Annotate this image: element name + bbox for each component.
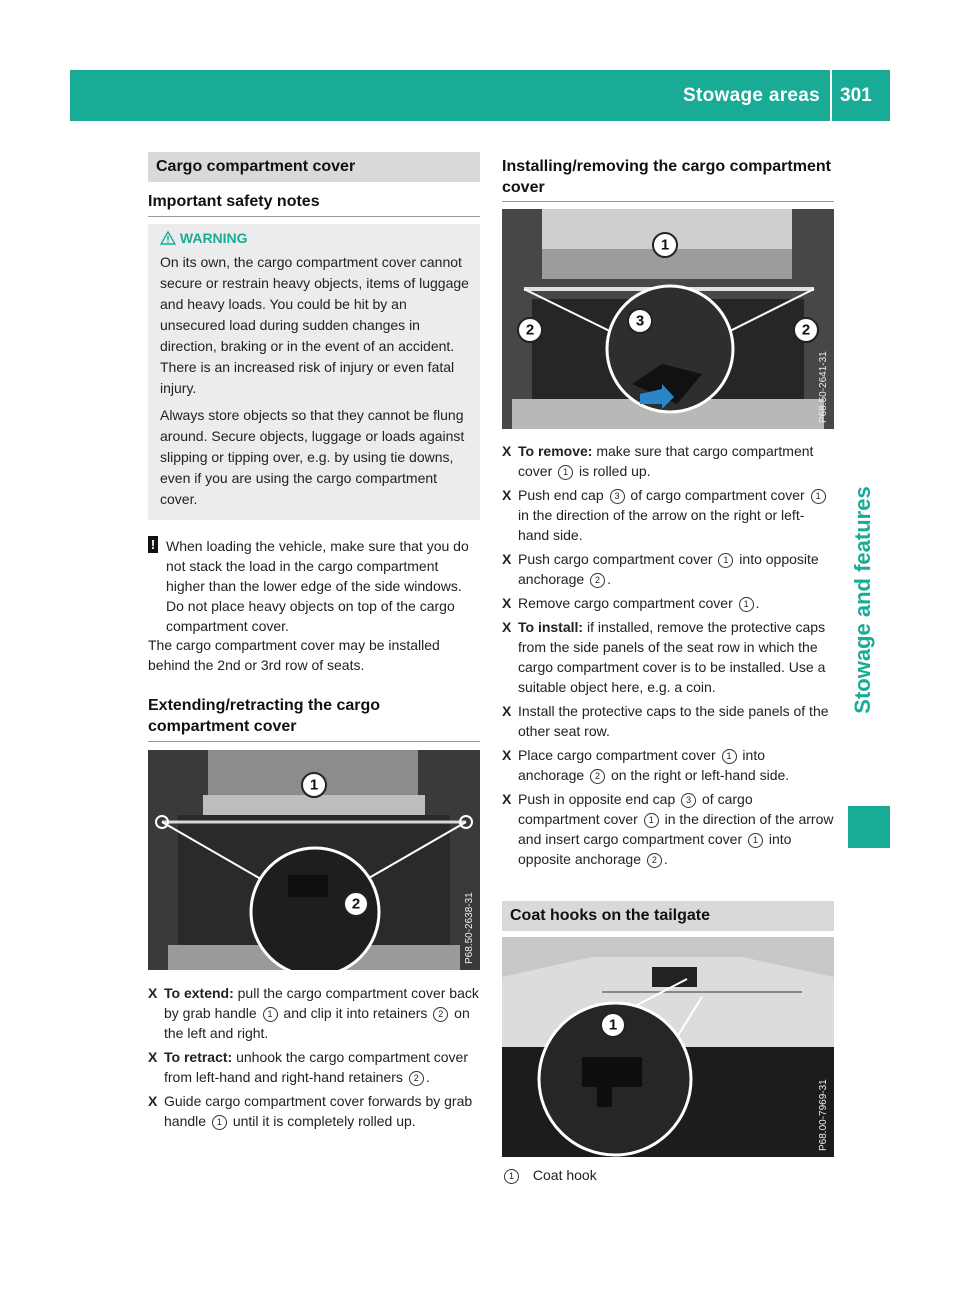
- callout-3-label: 3: [635, 312, 645, 330]
- notice-icon: !: [148, 536, 158, 553]
- list-item: X Push in opposite end cap 3 of cargo compartment cover 1 in the direction of the arrow and insert cargo compartment cover 1 into opposite anchorage 2 .: [502, 791, 834, 867]
- page-number: 301: [840, 85, 872, 106]
- side-tab-marker: [848, 806, 890, 848]
- figure-code: P68.50-2641-31: [818, 351, 829, 423]
- divider: [148, 216, 480, 217]
- extend-heading: Extending/retracting the cargo compartment cover: [148, 697, 381, 735]
- header-divider: [830, 70, 832, 121]
- install-steps: [502, 441, 834, 873]
- header-title: Stowage areas: [683, 85, 820, 106]
- list-item: X Install the protective caps to the side panels of the other seat row.: [502, 703, 829, 739]
- list-item: X Push cargo compartment cover 1 into opposite anchorage 2 .: [502, 551, 819, 587]
- side-tab-label: Stowage and features: [850, 486, 875, 714]
- install-heading: Installing/removing the cargo compartment cover: [502, 158, 831, 196]
- warning-para-1: On its own, the cargo compartment cover cannot secure or restrain heavy objects, items of luggage and heavy loads. You could be hit by an unsecured load during sudden changes in direction, braking or in the event of an accident. There is an increased risk of injury or even fatal injury.: [160, 254, 469, 396]
- figure-code: P68.50-2638-31: [464, 892, 475, 964]
- callout-1-label: 1: [608, 1016, 618, 1034]
- legend-number: 1: [504, 1169, 519, 1184]
- install-note: The cargo compartment cover may be installed behind the 2nd or 3rd row of seats.: [148, 637, 440, 673]
- warning-label: WARNING: [179, 230, 248, 246]
- extend-steps: [148, 983, 480, 1135]
- callout-1-label: 1: [660, 236, 670, 254]
- section-title: Cargo compartment cover: [156, 158, 356, 175]
- list-item: X Push end cap 3 of cargo compartment cover 1 in the direction of the arrow on the right or left-hand side.: [502, 485, 834, 545]
- section-bar-coat-hooks: [502, 901, 834, 931]
- notice: [148, 536, 480, 636]
- callout-2-right-label: 2: [801, 321, 811, 339]
- callout-1-label: 1: [309, 776, 319, 794]
- figure-code: P68.00-7969-31: [818, 1079, 829, 1151]
- list-item: X Remove cargo compartment cover 1 .: [502, 595, 760, 611]
- divider: [148, 741, 480, 742]
- page-header: [70, 70, 890, 121]
- section-bar-cargo-cover: [148, 152, 480, 182]
- figure-coat-hook: [502, 937, 834, 1157]
- side-tab: [843, 450, 883, 750]
- list-item: X Place cargo compartment cover 1 into anchorage 2 on the right or left-hand side.: [502, 747, 790, 783]
- divider: [502, 201, 834, 202]
- list-item: X To extend: pull the cargo compartment cover back by grab handle 1 and clip it into retainers 2 on the left and right.: [148, 985, 479, 1041]
- figure-extend-cover: [148, 750, 480, 970]
- warning-para-2: Always store objects so that they cannot be flung around. Secure objects, luggage or loads against slipping or tipping over, e.g. by using tie downs, even if you are using the cargo compartment cover.: [160, 407, 465, 507]
- legend-label: Coat hook: [532, 1167, 597, 1183]
- figure-legend: [502, 1165, 834, 1185]
- section-title: Coat hooks on the tailgate: [510, 907, 711, 924]
- list-item: X To install: if installed, remove the protective caps from the side panels of the seat row in which the cargo compartment cover is to be installed. Use a suitable object here, e.g. a coin.: [502, 619, 826, 695]
- list-item: X Guide cargo compartment cover forwards by grab handle 1 until it is completely rolled up.: [148, 1093, 473, 1129]
- warning-header: [160, 230, 472, 246]
- figure-install-cover: [502, 209, 834, 429]
- callout-2-label: 2: [351, 895, 361, 913]
- notice-text: When loading the vehicle, make sure that you do not stack the load in the cargo compartment higher than the lower edge of the side windows. Do not place heavy objects on top of the cargo compartment cover.: [166, 538, 469, 634]
- callout-2-left-label: 2: [525, 321, 535, 339]
- warning-box: [148, 224, 480, 520]
- safety-heading: Important safety notes: [148, 193, 320, 210]
- list-item: X To remove: make sure that cargo compartment cover 1 is rolled up.: [502, 443, 814, 479]
- warning-icon: [160, 231, 176, 245]
- list-item: X To retract: unhook the cargo compartment cover from left-hand and right-hand retainers 2 .: [148, 1049, 468, 1085]
